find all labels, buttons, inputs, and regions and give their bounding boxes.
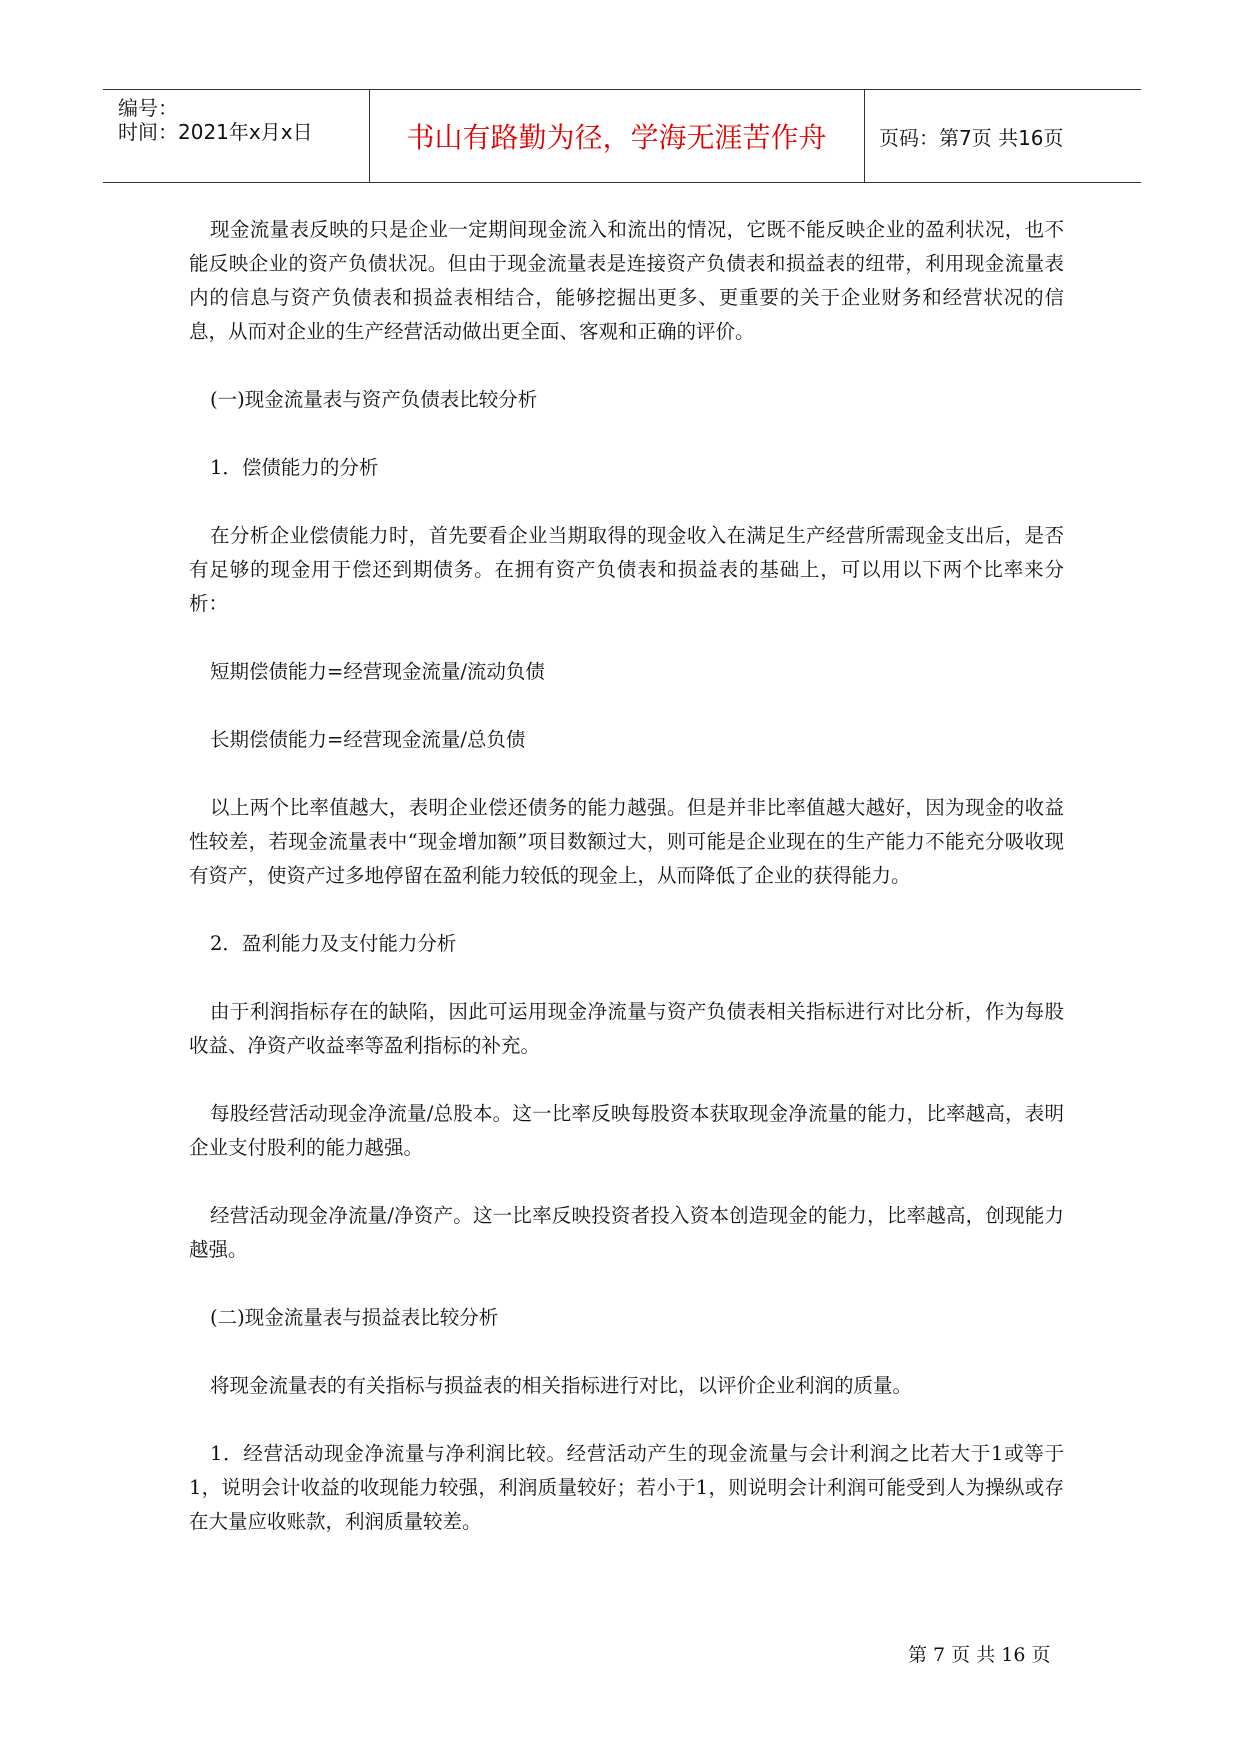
section-heading-2: (二)现金流量表与损益表比较分析 (210, 1306, 499, 1329)
paragraph-intro: 现金流量表反映的只是企业一定期间现金流入和流出的情况，它既不能反映企业的盈利状况，也不能反映企业的资产负债状况。但由于现金流量表是连接资产负债表和损益表的纽带，利用现金流量表内的信息与资产负债表和损益表相结合，能够挖掘出更多、更重要的关于企业财务和经营状况的信息，从而对企业的生产经营活动做出更全面、客观和正确的评价。 (189, 218, 1064, 343)
time-label: 时间：2021年x月x日 (118, 120, 313, 144)
header-page-cell (864, 90, 1141, 182)
section-heading-1: (一)现金流量表与资产负债表比较分析 (210, 388, 538, 411)
paragraph-per-share: 每股经营活动现金净流量/总股本。这一比率反映每股资本获取现金净流量的能力，比率越高，表明企业支付股利的能力越强。 (189, 1102, 1064, 1159)
page-header (103, 89, 1141, 183)
paragraph-profit-defects: 由于利润指标存在的缺陷，因此可运用现金净流量与资产负债表相关指标进行对比分析，作为每股收益、净资产收益率等盈利指标的补充。 (189, 1000, 1064, 1057)
header-meta-cell (103, 90, 370, 182)
paragraph-net-profit: 1．经营活动现金净流量与净利润比较。经营活动产生的现金流量与会计利润之比若大于1或等于1，说明会计收益的收现能力较强，利润质量较好；若小于1，则说明会计利润可能受到人为操纵或存在大量应收账款，利润质量较差。 (189, 1442, 1064, 1533)
header-motto-cell (369, 90, 865, 182)
serial-number-label: 编号： (118, 96, 178, 120)
formula-long-term: 长期偿债能力=经营现金流量/总负债 (210, 728, 526, 751)
formula-short-term: 短期偿债能力=经营现金流量/流动负债 (210, 660, 545, 683)
paragraph-ratio-note: 以上两个比率值越大，表明企业偿还债务的能力越强。但是并非比率值越大越好，因为现金的收益性较差，若现金流量表中“现金增加额”项目数额过大，则可能是企业现在的生产能力不能充分吸收现有资产，使资产过多地停留在盈利能力较低的现金上，从而降低了企业的获得能力。 (189, 796, 1064, 887)
document-body (189, 213, 1064, 1573)
paragraph-compare: 将现金流量表的有关指标与损益表的相关指标进行对比，以评价企业利润的质量。 (210, 1374, 913, 1397)
motto-text: 书山有路勤为径，学海无涯苦作舟 (406, 121, 827, 154)
subheading-profitability: 2．盈利能力及支付能力分析 (210, 932, 457, 955)
paragraph-net-assets: 经营活动现金净流量/净资产。这一比率反映投资者投入资本创造现金的能力，比率越高，创现能力越强。 (189, 1204, 1064, 1261)
page-code-label: 页码：第7页 共16页 (879, 125, 1064, 150)
page-footer: 第 7 页 共 16 页 (908, 1644, 1051, 1666)
subheading-solvency: 1．偿债能力的分析 (210, 456, 379, 479)
paragraph-solvency: 在分析企业偿债能力时，首先要看企业当期取得的现金收入在满足生产经营所需现金支出后，是否有足够的现金用于偿还到期债务。在拥有资产负债表和损益表的基础上，可以用以下两个比率来分析： (189, 524, 1064, 615)
